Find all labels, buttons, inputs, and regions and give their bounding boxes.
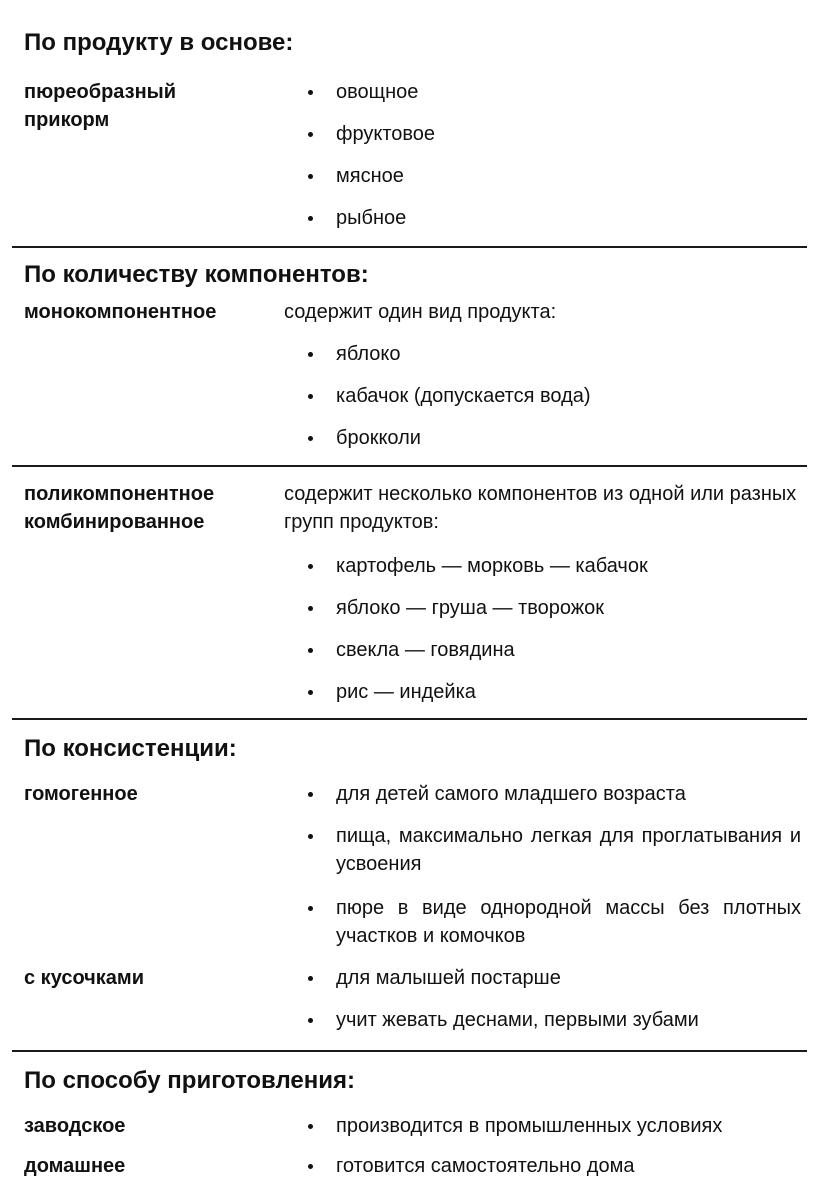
term-line: пюреобразный (24, 81, 177, 103)
bullet-icon (308, 132, 313, 137)
bullet-icon (308, 352, 313, 357)
bullet-icon (308, 648, 313, 653)
list-item: овощное (296, 78, 801, 106)
bullet-icon (308, 1018, 313, 1023)
term-monocomponent (24, 298, 274, 326)
bullet-icon (308, 690, 313, 695)
bullet-icon (308, 436, 313, 441)
list-item: для малышей постарше (296, 964, 801, 992)
list-item: рыбное (296, 204, 801, 232)
list-item: свекла — говядина (296, 636, 801, 664)
term-puree-complementary-food (24, 78, 274, 134)
term-line: заводское (24, 1115, 126, 1137)
section-divider (12, 1050, 807, 1052)
term-line: домашнее (24, 1155, 126, 1177)
bullet-icon (308, 1124, 313, 1129)
term-line: монокомпонентное (24, 301, 217, 323)
bullet-icon (308, 90, 313, 95)
term-description: содержит один вид продукта: (284, 301, 557, 323)
list-item: картофель — морковь — кабачок (296, 552, 801, 580)
bullet-icon (308, 564, 313, 569)
bullet-icon (308, 606, 313, 611)
bullet-icon (308, 834, 313, 839)
bullet-icon (308, 976, 313, 981)
section-heading-component-count: По количеству компонентов: (24, 261, 369, 288)
list-item: кабачок (допускается вода) (296, 382, 801, 410)
term-line: прикорм (24, 109, 110, 131)
term-line: поликомпонентное (24, 483, 215, 505)
term-line: комбинированное (24, 511, 205, 533)
list-item: рис — индейка (296, 678, 801, 706)
term-line: с кусочками (24, 967, 144, 989)
list-item: яблоко — груша — творожок (296, 594, 801, 622)
section-heading-base-product: По продукту в основе: (24, 29, 294, 56)
list-item: для детей самого младшего возраста (296, 780, 801, 808)
section-divider (12, 718, 807, 720)
section-heading-consistency: По консистенции: (24, 735, 237, 762)
bullet-icon (308, 792, 313, 797)
list-item: учит жевать деснами, первыми зубами (296, 1006, 801, 1034)
bullet-icon (308, 216, 313, 221)
term-homogeneous (24, 780, 274, 808)
bullet-icon (308, 906, 313, 911)
term-with-pieces (24, 964, 274, 992)
bullet-icon (308, 394, 313, 399)
list-item: производится в промышленных условиях (296, 1112, 801, 1140)
list-item: яблоко (296, 340, 801, 368)
term-description: содержит несколько компонентов из одной или разных групп продуктов: (284, 483, 797, 533)
term-homemade (24, 1152, 274, 1180)
bullet-icon (308, 174, 313, 179)
group-divider (12, 465, 807, 467)
list-item: брокколи (296, 424, 801, 452)
list-item: готовится самостоятельно дома (296, 1152, 801, 1180)
list-item: фруктовое (296, 120, 801, 148)
list-item: мясное (296, 162, 801, 190)
term-factory (24, 1112, 274, 1140)
bullet-icon (308, 1164, 313, 1169)
list-item: пюре в виде однородной массы без плотных участков и комочков (296, 894, 801, 950)
term-polycomponent (24, 480, 274, 536)
section-divider (12, 246, 807, 248)
section-heading-preparation: По способу приготовления: (24, 1067, 356, 1094)
list-item: пища, максимально легкая для проглатывания и усвоения (296, 822, 801, 878)
term-line: гомогенное (24, 783, 138, 805)
